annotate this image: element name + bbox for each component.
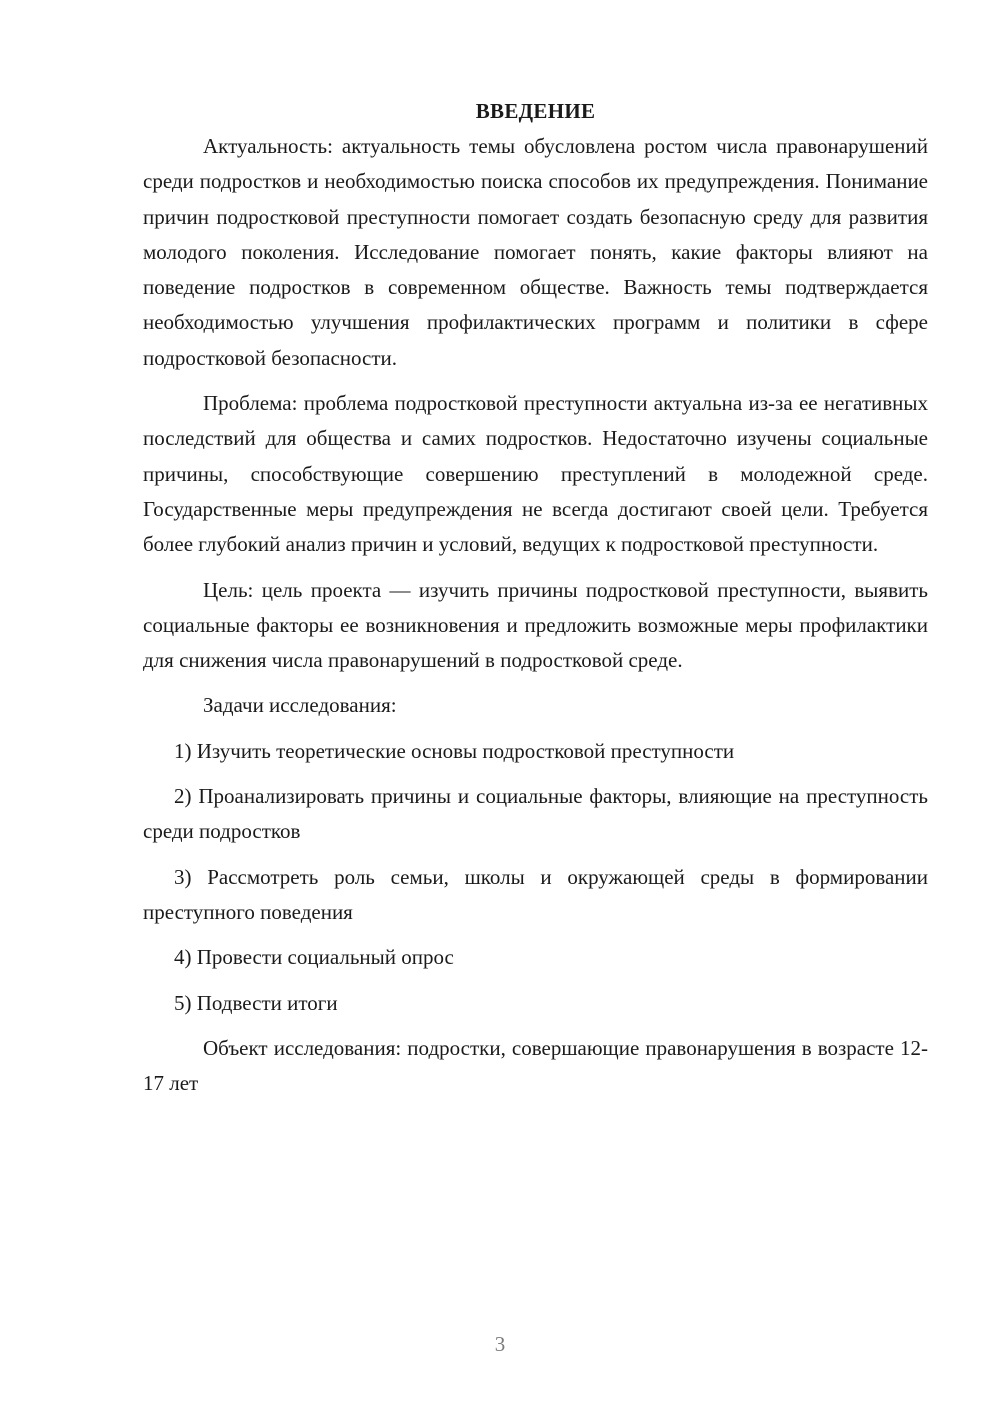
page-number: 3 bbox=[494, 1332, 506, 1356]
task-item: 5) Подвести итоги bbox=[174, 990, 338, 1015]
relevance-paragraph: Актуальность: актуальность темы обусловлена ростом числа правонарушений среди подростков и необходимостью поиска способов их предупреждения. Понимание причин подростковой преступности помогает создать безопасную среду для развития молодого поколения. Исследование помогает понять, какие факторы влияют на поведение подростков в современном обществе. Важность темы подтверждается необходимостью улучшения профилактических программ и политики в сфере подростковой безопасности. bbox=[143, 134, 928, 370]
section-heading: ВВЕДЕНИЕ bbox=[475, 99, 596, 123]
problem-paragraph: Проблема: проблема подростковой преступности актуальна из-за ее негативных последствий для общества и самих подростков. Недостаточно изучены социальные причины, способствующие совершению преступлений в молодежной среде. Государственные меры предупреждения не всегда достигают своей цели. Требуется более глубокий анализ причин и условий, ведущих к подростковой преступности. bbox=[143, 391, 928, 557]
document-page bbox=[143, 94, 928, 1111]
task-item: 1) Изучить теоретические основы подростковой преступности bbox=[174, 738, 735, 763]
goal-paragraph: Цель: цель проекта — изучить причины подростковой преступности, выявить социальные факторы ее возникновения и предложить возможные меры профилактики для снижения числа правонарушений в подростковой среде. bbox=[143, 577, 928, 673]
task-item: 3) Рассмотреть роль семьи, школы и окружающей среды в формировании преступного поведения bbox=[143, 864, 928, 924]
task-item: 2) Проанализировать причины и социальные факторы, влияющие на преступность среди подростков bbox=[143, 784, 928, 844]
object-paragraph: Объект исследования: подростки, совершающие правонарушения в возрасте 12-17 лет bbox=[143, 1035, 928, 1096]
tasks-heading: Задачи исследования: bbox=[203, 693, 397, 718]
task-item: 4) Провести социальный опрос bbox=[174, 945, 454, 970]
